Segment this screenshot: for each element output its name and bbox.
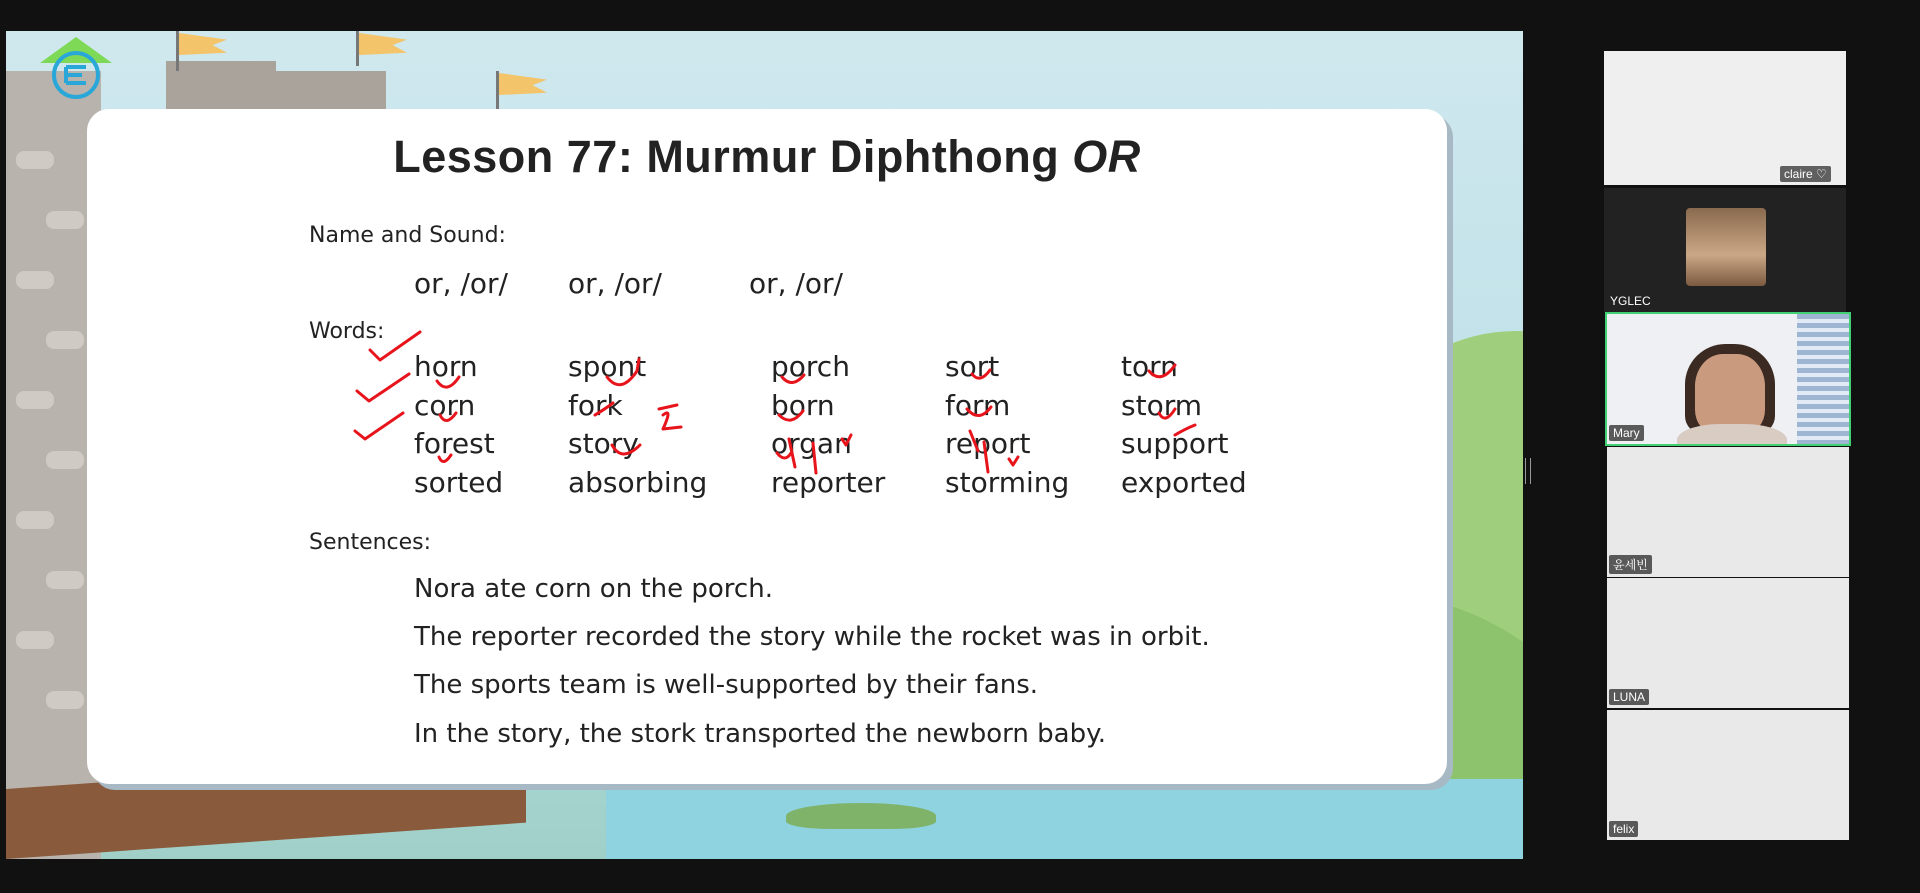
participant-tile-active-speaker[interactable] <box>1607 314 1849 444</box>
word-item: forest <box>414 427 495 460</box>
sentence-item: Nora ate corn on the porch. <box>414 574 773 604</box>
sentence-item: The sports team is well-supported by their fans. <box>414 670 1039 700</box>
video-thumbnail <box>1686 208 1766 286</box>
sound-item: or, /or/ <box>568 267 662 300</box>
checkmark-icon <box>355 413 403 439</box>
person-shirt <box>1677 424 1787 444</box>
word-item: organ <box>771 427 852 460</box>
participant-name: YGLEC <box>1610 294 1651 308</box>
participant-name: felix <box>1609 821 1638 837</box>
lesson-slide <box>87 109 1447 784</box>
school-logo-icon <box>38 35 114 101</box>
checkmark-icon <box>357 374 409 401</box>
participant-tile[interactable] <box>1604 188 1846 312</box>
word-item: spont <box>568 350 647 383</box>
word-item: sorted <box>414 466 504 499</box>
word-item: storming <box>945 466 1070 499</box>
words-label: Words: <box>309 319 385 344</box>
person-face <box>1695 354 1765 434</box>
sentence-item: The reporter recorded the story while the rocket was in orbit. <box>414 622 1210 652</box>
word-item: born <box>771 389 835 422</box>
word-item: storm <box>1121 389 1202 422</box>
sentence-item: In the story, the stork transported the newborn baby. <box>414 719 1107 749</box>
word-item: porch <box>771 350 850 383</box>
lesson-title: Lesson 77: Murmur Diphthong OR <box>393 131 1141 182</box>
word-item: corn <box>414 389 476 422</box>
participant-name: 윤세빈 <box>1609 555 1652 574</box>
word-item: torn <box>1121 350 1178 383</box>
word-item: exported <box>1121 466 1247 499</box>
syllable-mark <box>659 405 681 429</box>
word-item: story <box>568 427 639 460</box>
name-sound-label: Name and Sound: <box>309 223 506 248</box>
word-item: reporter <box>771 466 886 499</box>
window-blind <box>1797 314 1849 444</box>
water <box>606 779 1523 859</box>
split-view-handle[interactable] <box>1525 458 1531 484</box>
word-item: absorbing <box>568 466 708 499</box>
participant-tile[interactable] <box>1607 710 1849 840</box>
participant-tile[interactable] <box>1607 578 1849 708</box>
word-item: horn <box>414 350 478 383</box>
word-item: support <box>1121 427 1229 460</box>
sound-item: or, /or/ <box>414 267 508 300</box>
word-item: fork <box>568 389 623 422</box>
participant-tile[interactable] <box>1604 51 1846 185</box>
participant-name: claire ♡ <box>1780 166 1831 182</box>
sentences-label: Sentences: <box>309 530 432 555</box>
shared-screen <box>6 31 1523 859</box>
participant-name: LUNA <box>1609 689 1649 705</box>
crocodile-illustration <box>786 803 936 829</box>
participant-tile[interactable] <box>1607 447 1849 577</box>
sound-item: or, /or/ <box>749 267 843 300</box>
word-item: report <box>945 427 1031 460</box>
heart-icon: ♡ <box>1816 167 1827 181</box>
word-item: form <box>945 389 1011 422</box>
word-item: sort <box>945 350 1000 383</box>
participant-name: Mary <box>1609 425 1644 441</box>
